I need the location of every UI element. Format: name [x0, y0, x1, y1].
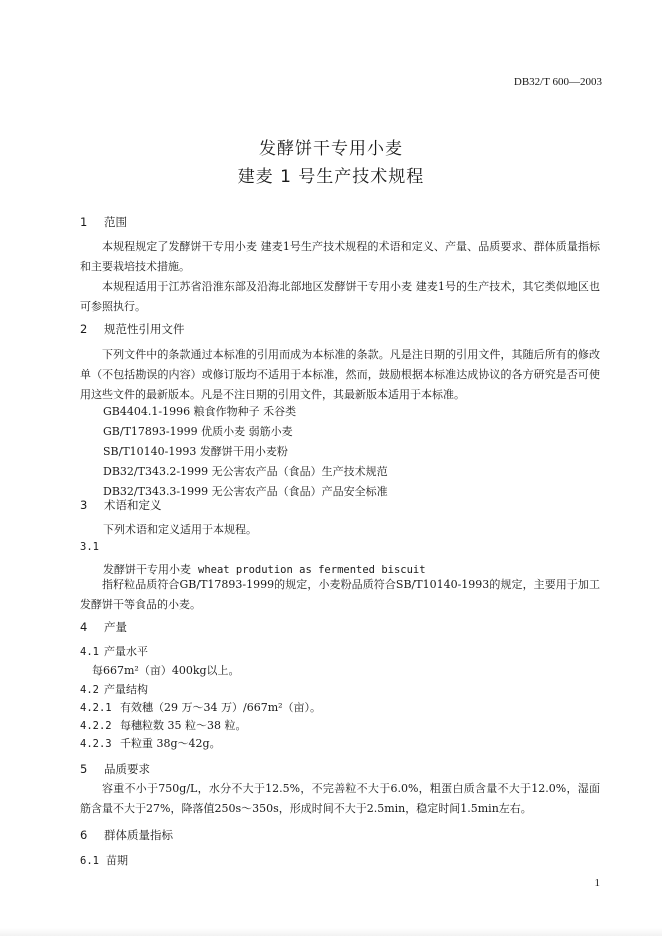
page-number: 1 [594, 877, 600, 889]
section-2-title: 规范性引用文件 [104, 322, 185, 336]
section-1-paragraph-2: 本规程适用于江苏省沿淮东部及沿海北部地区发酵饼干专用小麦 建麦1号的生产技术，其它类似地区也可参照执行。 [80, 280, 600, 313]
item-text: 千粒重 38g～42g。 [120, 737, 221, 750]
subsection-4-1-title: 产量水平 [104, 645, 148, 658]
section-2-paragraph: 下列文件中的条款通过本标准的引用而成为本标准的条款。凡是注日期的引用文件，其随后所有的修改单（不包括勘误的内容）或修订版均不适用于本标准，然而，鼓励根据本标准达成协议的各方研究是否可使用这些文件的最新版本。凡是不注日期的引用文件，其最新版本适用于本标准。 [80, 348, 600, 401]
yield-structure-item [80, 717, 246, 733]
subsection-4-2-number: 4.2 [80, 684, 99, 696]
reference-item: DB32/T343.2-1999 无公害农产品（食品）生产技术规范 [103, 465, 388, 478]
term-definition: 指籽粒品质符合GB/T17893-1999的规定，小麦粉品质符合SB/T10140-1993的规定，主要用于加工发酵饼干等食品的小麦。 [80, 578, 600, 611]
item-text: 每穗粒数 35 粒～38 粒。 [120, 719, 247, 732]
subsection-6-1-title: 苗期 [106, 854, 128, 867]
section-5-paragraph: 容重不小于750g/L，水分不大于12.5%，不完善粒不大于6.0%，粗蛋白质含量不大于12.0%，湿面筋含量不大于27%，降落值250s～350s，形成时间不大于2.5min，稳定时间1.5min左右。 [80, 782, 600, 815]
section-5-number: 5 [80, 762, 88, 776]
reference-item: GB/T17893-1999 优质小麦 弱筋小麦 [103, 425, 293, 438]
yield-structure-item [80, 699, 321, 715]
item-number: 4.2.1 [80, 702, 112, 714]
subsection-4-2-title: 产量结构 [104, 683, 148, 696]
section-6-number: 6 [80, 828, 88, 842]
reference-item: GB4404.1-1996 粮食作物种子 禾谷类 [103, 405, 297, 418]
title-line-2: 建麦 1 号生产技术规程 [237, 167, 425, 187]
section-3-title: 术语和定义 [104, 498, 162, 512]
section-4-number: 4 [80, 620, 88, 634]
section-3-intro: 下列术语和定义适用于本规程。 [103, 523, 257, 536]
section-6-heading [80, 827, 173, 843]
section-2-number: 2 [80, 322, 88, 336]
subsection-4-2-heading [80, 681, 148, 697]
term-chinese: 发酵饼干专用小麦 [103, 563, 191, 576]
page-bottom-edge [0, 928, 662, 936]
subsection-4-1-number: 4.1 [80, 646, 99, 658]
section-1-paragraph-1: 本规程规定了发酵饼干专用小麦 建麦1号生产技术规程的术语和定义、产量、品质要求、群体质量指标和主要栽培技术措施。 [80, 240, 600, 273]
subsection-3-1-number: 3.1 [80, 541, 99, 553]
section-1-title: 范围 [104, 215, 127, 229]
section-4-title: 产量 [104, 620, 127, 634]
section-5-title: 品质要求 [104, 762, 150, 776]
item-number: 4.2.2 [80, 720, 112, 732]
document-number: DB32/T 600—2003 [513, 76, 602, 88]
section-2-heading [80, 321, 185, 337]
section-1-number: 1 [80, 215, 88, 229]
title-line-1: 发酵饼干专用小麦 [259, 139, 403, 159]
reference-item: DB32/T343.3-1999 无公害农产品（食品）产品安全标准 [103, 485, 388, 498]
section-4-heading [80, 619, 127, 635]
item-text: 有效穗（29 万～34 万）/667m²（亩）。 [120, 701, 322, 714]
subsection-6-1-heading [80, 852, 128, 868]
section-6-title: 群体质量指标 [104, 828, 173, 842]
item-number: 4.2.3 [80, 738, 112, 750]
section-3-number: 3 [80, 498, 88, 512]
subsection-6-1-number: 6.1 [80, 855, 99, 867]
subsection-4-1-heading [80, 643, 148, 659]
section-1-heading [80, 214, 127, 230]
section-3-heading [80, 497, 162, 513]
term-english: wheat prodution as fermented biscuit [198, 564, 426, 576]
yield-structure-item [80, 735, 221, 751]
reference-item: SB/T10140-1993 发酵饼干用小麦粉 [103, 445, 288, 458]
section-5-heading [80, 761, 150, 777]
yield-level-text: 每667m²（亩）400kg以上。 [92, 664, 240, 677]
